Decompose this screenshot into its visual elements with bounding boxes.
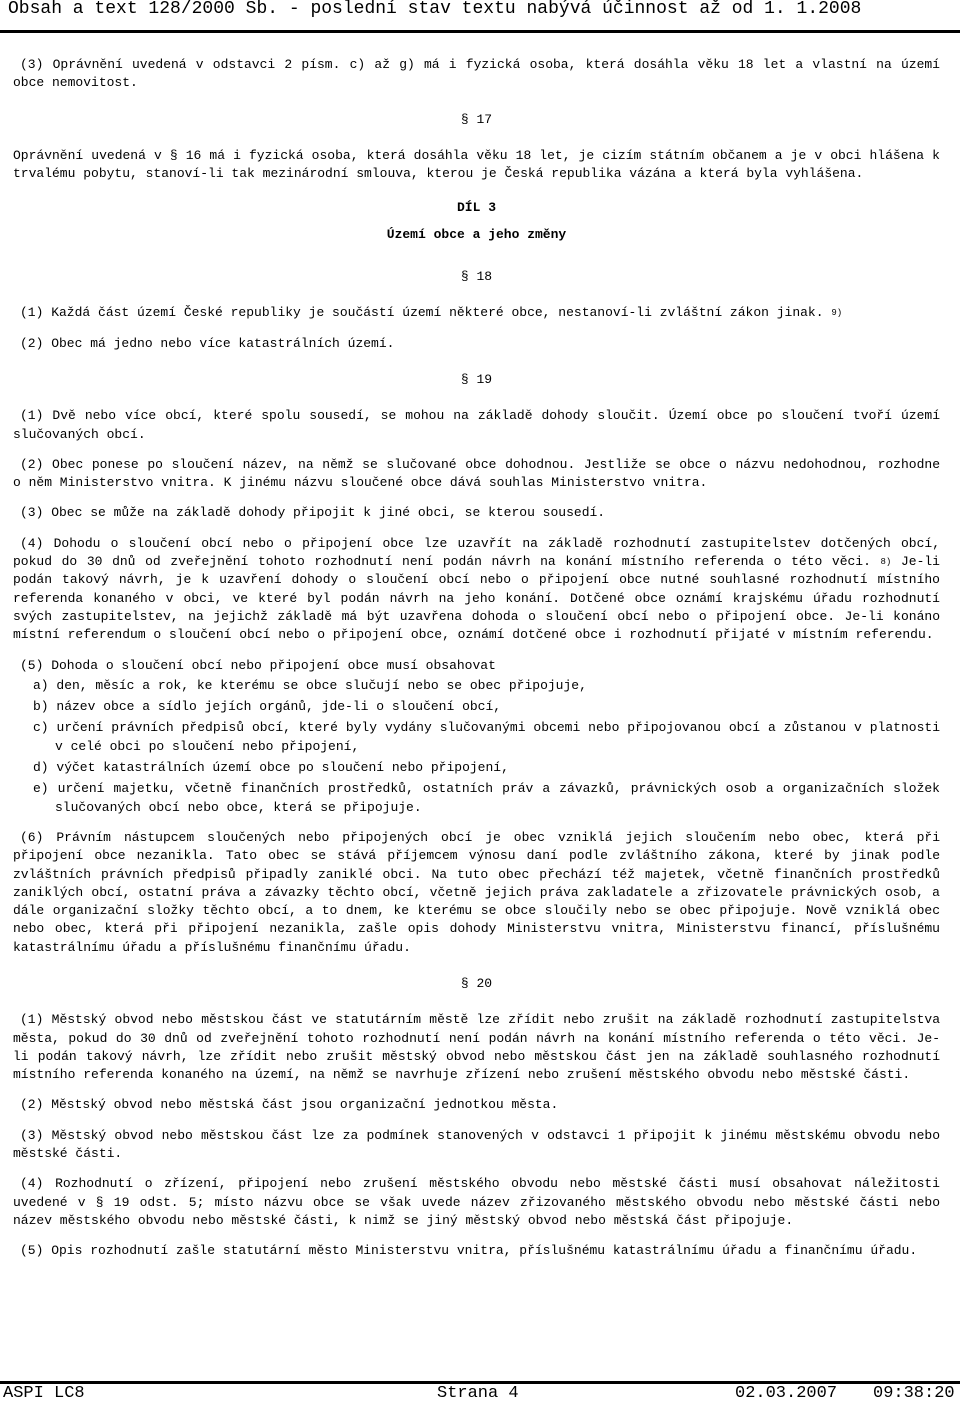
footer-time: 09:38:20: [873, 1384, 955, 1403]
paragraph-18-2: (2) Obec má jedno nebo více katastrálních území.: [20, 335, 395, 351]
paragraph-16-3: (3) Oprávnění uvedená v odstavci 2 písm. c) až g) má i fyzická osoba, která dosáhla věku 18 let a vlastní na území obce nemovitost.: [13, 57, 940, 91]
paragraph-19-2: (2) Obec ponese po sloučení název, na němž se slučované obce dohodnou. Jestliže se obce o názvu nedohodnou, rozhodne o něm Ministerstvo vnitra. K jinému názvu sloučené obce dává souhlas Ministerstvo vnitra.: [13, 456, 940, 491]
section-19-heading: § 19: [460, 371, 493, 387]
paragraph-19-4: [13, 535, 940, 645]
paragraph-19-6: (6) Právním nástupcem sloučených nebo připojených obcí je obec vzniklá jejich sloučením nebo obec, která při připojení obce nezanikla. Tato obec se stává příjemcem výnosu daní podle zvláštního zákona, které by jinak podle zvláštních právních předpisů připadly zaniklé obci. Na tuto obec přechází též majetek, včetně finančních prostředků zaniklých obcí, ostatní práva a závazky těchto obcí, včetně jejich práva zakladatele a zřizovatele právnických osob, a dále organizační složky těchto obcí, a to dnem, ke kterému se obce sloučily nebo se obec připojuje. Nově vzniklá obec nebo obec, která při připojení nezanikla, zašle opis dohody Ministerstvu vnitra, Ministerstvu financí, příslušnému katastrálnímu úřadu a příslušnému finančnímu úřadu.: [13, 829, 940, 955]
paragraph-20-4: (4) Rozhodnutí o zřízení, připojení nebo zrušení městského obvodu nebo městské části musí obsahovat náležitosti uvedené v § 19 odst. 5; místo názvu obce se však uvede název zřizovaného městského obvodu nebo městské části nebo název městského obvodu nebo městské části, k nimž se jiný městský obvod nebo městská část připojuje.: [13, 1176, 940, 1228]
list-item: d) výčet katastrálních území obce po sloučení nebo připojení,: [33, 760, 509, 776]
paragraph-20-2: (2) Městský obvod nebo městská část jsou organizační jednotkou města.: [20, 1097, 559, 1113]
paragraph-20-3: (3) Městský obvod nebo městskou část lze za podmínek stanovených v odstavci 1 připojit k jinému městskému obvodu nebo městské části.: [13, 1127, 940, 1162]
part-number: DÍL 3: [456, 200, 496, 216]
section-17-heading: § 17: [460, 111, 493, 127]
document-body: [13, 56, 940, 1273]
header-divider: [0, 30, 960, 33]
paragraph-18-1-text: (1) Každá část území České republiky je součástí území některé obce, nestanoví-li zvláštní zákon jinak.: [20, 305, 824, 321]
paragraph-20-1: (1) Městský obvod nebo městskou část ve statutárním městě lze zřídit nebo zrušit na základě rozhodnutí zastupitelstva města, pokud do 30 dnů od zveřejnění tohoto rozhodnutí není podán návrh na konání místního referenda o této věci. Je-li podán takový návrh, lze zřídit nebo zrušit městský obvod nebo městskou část jen na základě souhlasného rozhodnutí místního referenda konaného na území, na němž se navrhuje zřízení nebo zrušení městského obvodu nebo městské části.: [13, 1012, 940, 1083]
paragraph-19-4-text-a: (4) Dohodu o sloučení obcí nebo o připojení obce lze uzavřít na základě rozhodnutí zastupitelstev dotčených obcí, pokud do 30 dnů od zveřejnění tohoto rozhodnutí není podán návrh na konání místního referenda o této věci.: [13, 535, 940, 570]
paragraph-19-1: (1) Dvě nebo více obcí, které spolu sousedí, se mohou na základě dohody sloučit. Území obce po sloučení tvoří území slučovaných obcí.: [13, 408, 940, 442]
list-item: e) určení majetku, včetně finančních prostředků, ostatních práv a závazků, právnických osob a organizačních složek slučovaných obcí nebo obce, která se připojuje.: [33, 781, 940, 815]
document-title: Obsah a text 128/2000 Sb. - poslední stav textu nabývá účinnost až od 1. 1.2008: [8, 0, 862, 18]
paragraph-19-5: (5) Dohoda o sloučení obcí nebo připojení obce musí obsahovat: [20, 657, 496, 673]
paragraph-18-1: [13, 304, 940, 322]
list-item: b) název obce a sídlo jejích orgánů, jde-li o sloučení obcí,: [33, 699, 502, 715]
part-title: Území obce a jeho změny: [386, 226, 567, 242]
list-item: c) určení právních předpisů obcí, které byly vydány slučovanými obcemi nebo připojovanou obcí a zůstanou v platnosti v celé obci po sloučení nebo připojení,: [33, 720, 940, 754]
footer-product: ASPI LC8: [3, 1384, 85, 1403]
list-item: a) den, měsíc a rok, ke kterému se obce slučují nebo se obec připojuje,: [33, 677, 587, 693]
footer-page-number: Strana 4: [437, 1384, 519, 1403]
footnote-ref-8[interactable]: 8): [880, 557, 892, 568]
section-20-heading: § 20: [460, 975, 493, 991]
paragraph-19-4-text-b: Je-li podán takový návrh, je k uzavření dohody o sloučení obcí nebo o připojení obce nutné souhlasné rozhodnutí místního referenda konaného v obci, ve které byl podán návrh na jeho konání. Dotčené obce oznámí krajskému úřadu rozhodnutí svých zastupitelstev, na jejichž základě má být uzavřena dohoda o sloučení obcí nebo o připojení obce. Je-li konáno místní referendum o sloučení obcí nebo o připojení obce, oznámí dotčené obce i rozhodnutí přijaté v místním referendu.: [13, 554, 940, 643]
footer-date: 02.03.2007: [735, 1384, 838, 1403]
footnote-ref-9[interactable]: 9): [831, 308, 843, 319]
paragraph-19-3: (3) Obec se může na základě dohody připojit k jiné obci, se kterou sousedí.: [20, 505, 606, 521]
paragraph-17: Oprávnění uvedená v § 16 má i fyzická osoba, která dosáhla věku 18 let, je cizím státním občanem a je v obci hlášena k trvalému pobytu, stanoví-li tak mezinárodní smlouva, kterou je Česká republika vázána a která byla vyhlášena.: [13, 147, 940, 182]
section-18-heading: § 18: [460, 269, 493, 285]
paragraph-20-5: (5) Opis rozhodnutí zašle statutární město Ministerstvu vnitra, příslušnému katastrálnímu úřadu a finančnímu úřadu.: [20, 1243, 918, 1259]
paragraph-19-5-list: [13, 677, 940, 817]
